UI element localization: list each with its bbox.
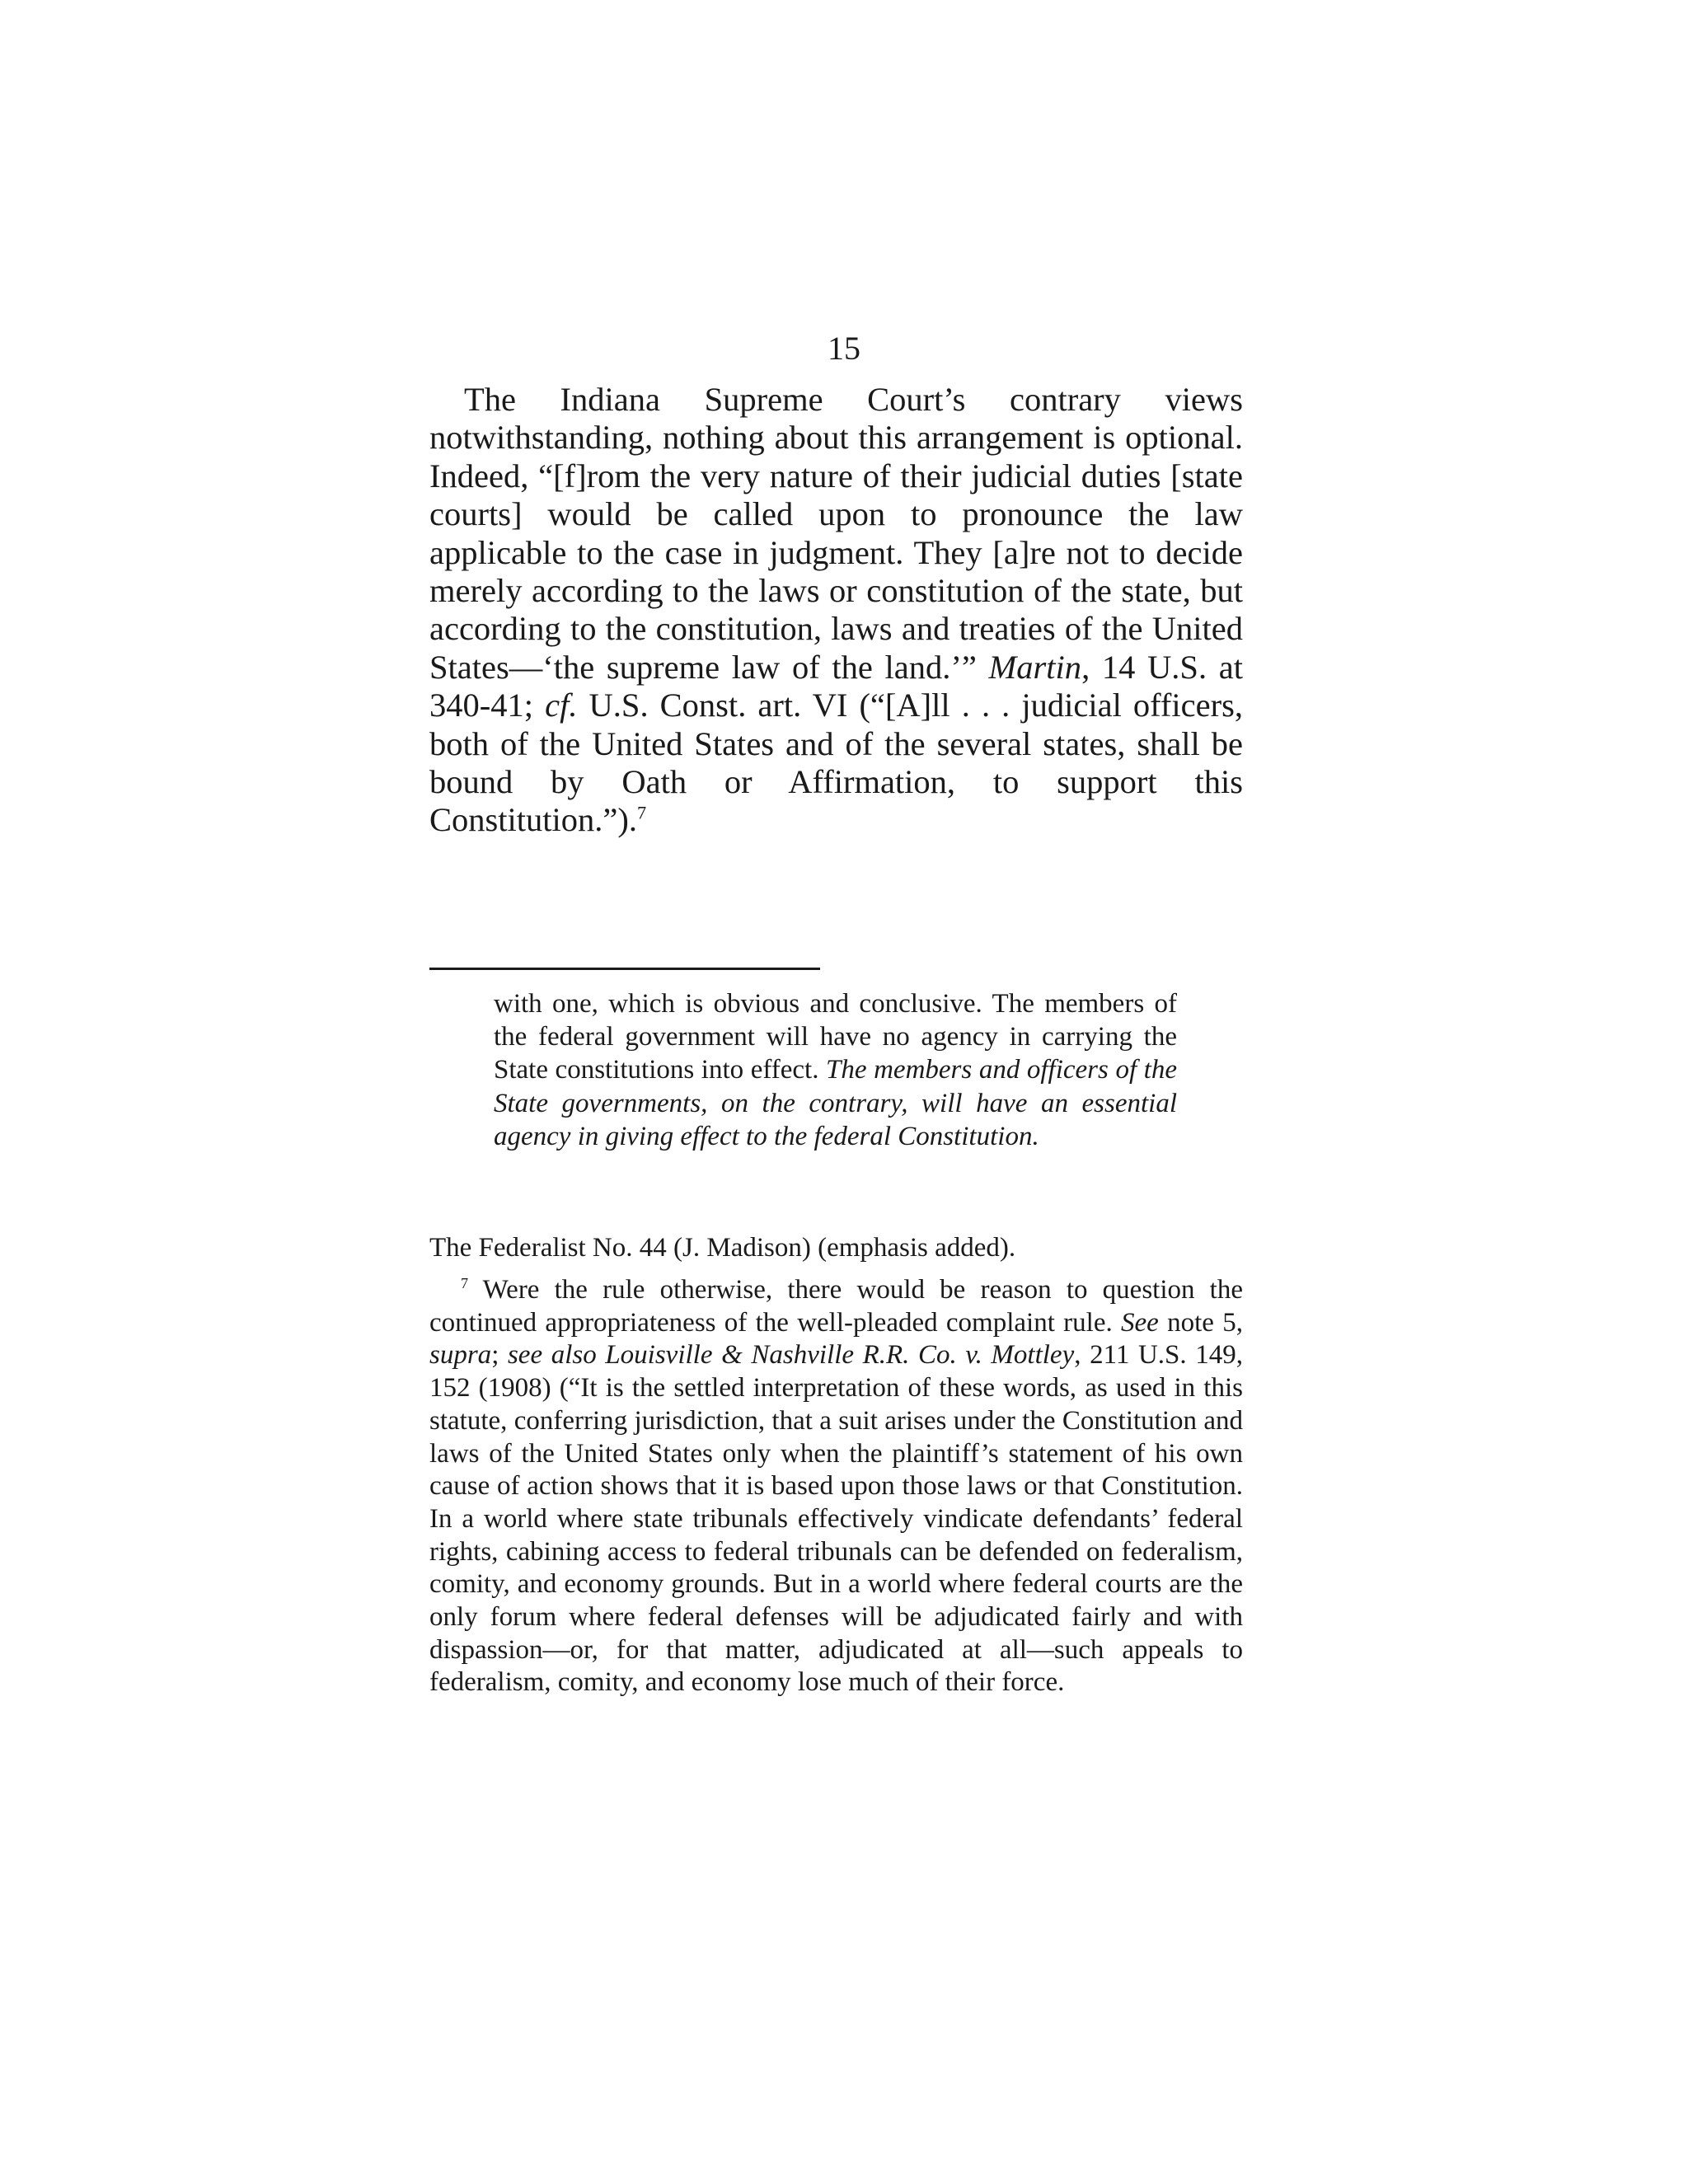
main-text-part-1: The Indiana Supreme Court’s contrary views notwithstanding, nothing about this arrangement is optional. Indeed, “[f]rom the very nature of their judicial duties [state courts] would be called upon to pronounce the law applicable to the case in judgment. They [a]re not to decide merely according to the laws or constitution of the state, but according to the constitution, laws and treaties of the United States—‘the supreme law of the land.’” [429, 381, 1243, 686]
block-quote-italic-text: The members and officers of the State governments, on the contrary, will have an essential agency in giving effect to the federal Constitution. [494, 1055, 1177, 1151]
footnote-7-text-1: Were the rule otherwise, there would be reason to question the continued appropriateness of the well-pleaded complaint rule. [429, 1275, 1243, 1338]
signal-cf: cf. [545, 687, 578, 724]
footnote-7-text-3: ; [491, 1340, 508, 1371]
page-number: 15 [828, 330, 860, 367]
main-text-part-3: U.S. Const. art. VI (“[A]ll . . . judicial officers, both of the United States and of the several states, shall be bound by Oath or Affirmation, to support this Constitution.”). [429, 687, 1243, 839]
federalist-citation: The Federalist No. 44 (J. Madison) (emphasis added). [429, 1233, 1016, 1263]
case-name-mottley: see also Louisville & Nashville R.R. Co. v. Mottley [507, 1340, 1075, 1371]
main-paragraph [429, 381, 1243, 840]
footnote-7-marker: 7 [461, 1275, 469, 1291]
main-text-part-2: , 14 U.S. at 340-41; [429, 648, 1243, 724]
footnote-7-text-4: , 211 U.S. 149, 152 (1908) (“It is the settled interpretation of these words, as used in this statute, conferring jurisdiction, that a suit arises under the Constitution and laws of the United States only when the plaintiff’s statement of his own cause of action shows that it is based upon those laws or that Constitution. In a world where state tribunals effectively vindicate defendants’ federal rights, cabining access to federal tribunals can be defended on federalism, comity, and economy grounds. But in a world where federal courts are the only forum where federal defenses will be adjudicated fairly and with dispassion—or, for that matter, adjudicated at all—such appeals to federalism, comity, and economy lose much of their force. [429, 1340, 1243, 1698]
case-name-martin: Martin [988, 648, 1082, 686]
footnote-7 [429, 1274, 1243, 1699]
footnote-separator-rule [429, 968, 820, 970]
block-quote-plain-text: with one, which is obvious and conclusive. The members of the federal government will have no agency in carrying the State constitutions into effect. [494, 989, 1177, 1085]
footnote-7-text-2: note 5, [1158, 1307, 1243, 1338]
signal-see: See [1121, 1307, 1159, 1338]
footnote-reference: 7 [637, 802, 647, 823]
footnote-block-quote [494, 987, 1177, 1153]
signal-supra: supra [429, 1340, 492, 1371]
